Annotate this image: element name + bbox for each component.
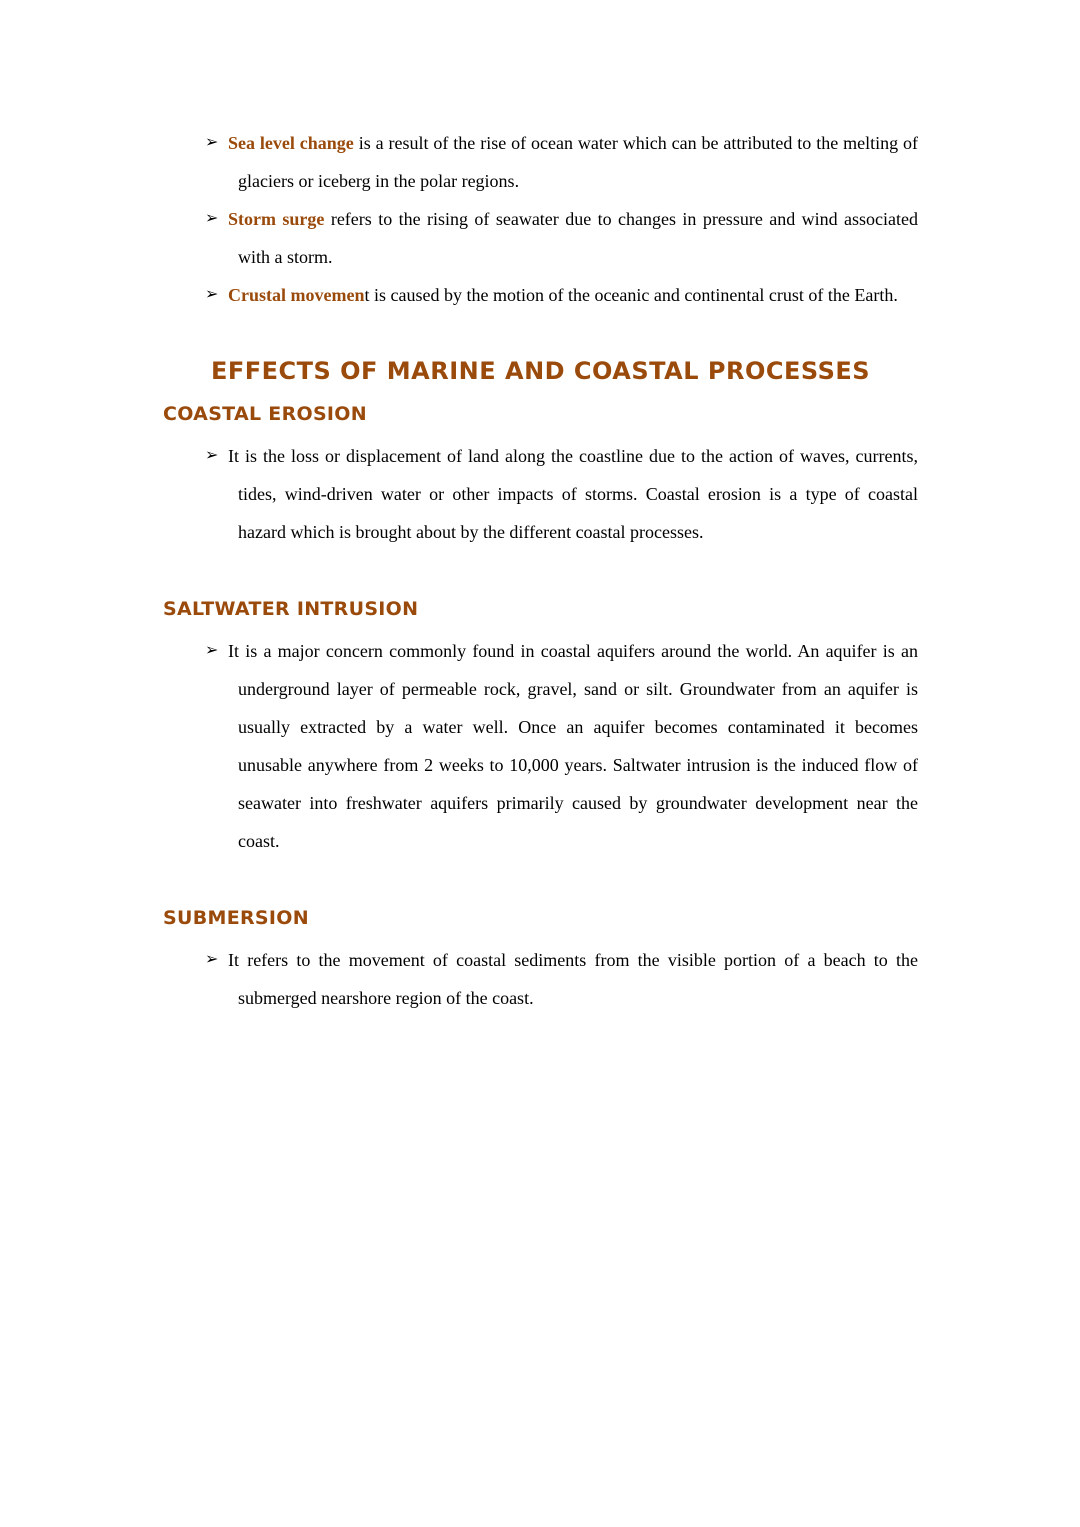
- list-item: [163, 941, 918, 1017]
- bullet-arrow-icon: ➢: [205, 210, 219, 227]
- term-sea-level-change: Sea level change: [228, 133, 354, 153]
- intro-bullet-list: [163, 124, 918, 314]
- section-coastal-erosion: [163, 437, 918, 551]
- list-item: [163, 124, 918, 200]
- bullet-arrow-icon: ➢: [205, 286, 219, 303]
- section-submersion: [163, 941, 918, 1017]
- bullet-arrow-icon: ➢: [205, 447, 219, 464]
- bullet-text: It is a major concern commonly found in coastal aquifers around the world. An aquifer is an underground layer of permeable rock, gravel, sand or silt. Groundwater from an aquifer is usually extracted by a water well. Once an aquifer becomes contaminated it becomes unusable anywhere from 2 weeks to 10,000 years. Saltwater intrusion is the induced flow of seawater into freshwater aquifers primarily caused by groundwater development near the coast.: [228, 641, 918, 851]
- section-heading-saltwater-intrusion: SALTWATER INTRUSION: [163, 598, 419, 620]
- term-crustal-movement: Crustal movemen: [228, 285, 365, 305]
- bullet-arrow-icon: ➢: [205, 134, 219, 151]
- term-storm-surge: Storm surge: [228, 209, 325, 229]
- section-heading-submersion: SUBMERSION: [163, 907, 309, 929]
- section-heading-coastal-erosion: COASTAL EROSION: [163, 403, 367, 425]
- bullet-text: refers to the rising of seawater due to changes in pressure and wind associated with a storm.: [238, 209, 919, 267]
- section-saltwater-intrusion: [163, 632, 918, 860]
- list-item: [163, 276, 918, 314]
- list-item: [163, 632, 918, 860]
- bullet-text: It refers to the movement of coastal sediments from the visible portion of a beach to the submerged nearshore region of the coast.: [228, 950, 918, 1008]
- list-item: [163, 200, 918, 276]
- bullet-text: is a result of the rise of ocean water which can be attributed to the melting of glaciers or iceberg in the polar regions.: [238, 133, 918, 191]
- list-item: [163, 437, 918, 551]
- page-title: EFFECTS OF MARINE AND COASTAL PROCESSES: [210, 357, 871, 385]
- bullet-arrow-icon: ➢: [205, 951, 219, 968]
- bullet-text: t is caused by the motion of the oceanic and continental crust of the Earth.: [364, 285, 898, 305]
- bullet-text: It is the loss or displacement of land along the coastline due to the action of waves, currents, tides, wind-driven water or other impacts of storms. Coastal erosion is a type of coastal hazard which is brought about by the different coastal processes.: [228, 446, 918, 542]
- bullet-arrow-icon: ➢: [205, 642, 219, 659]
